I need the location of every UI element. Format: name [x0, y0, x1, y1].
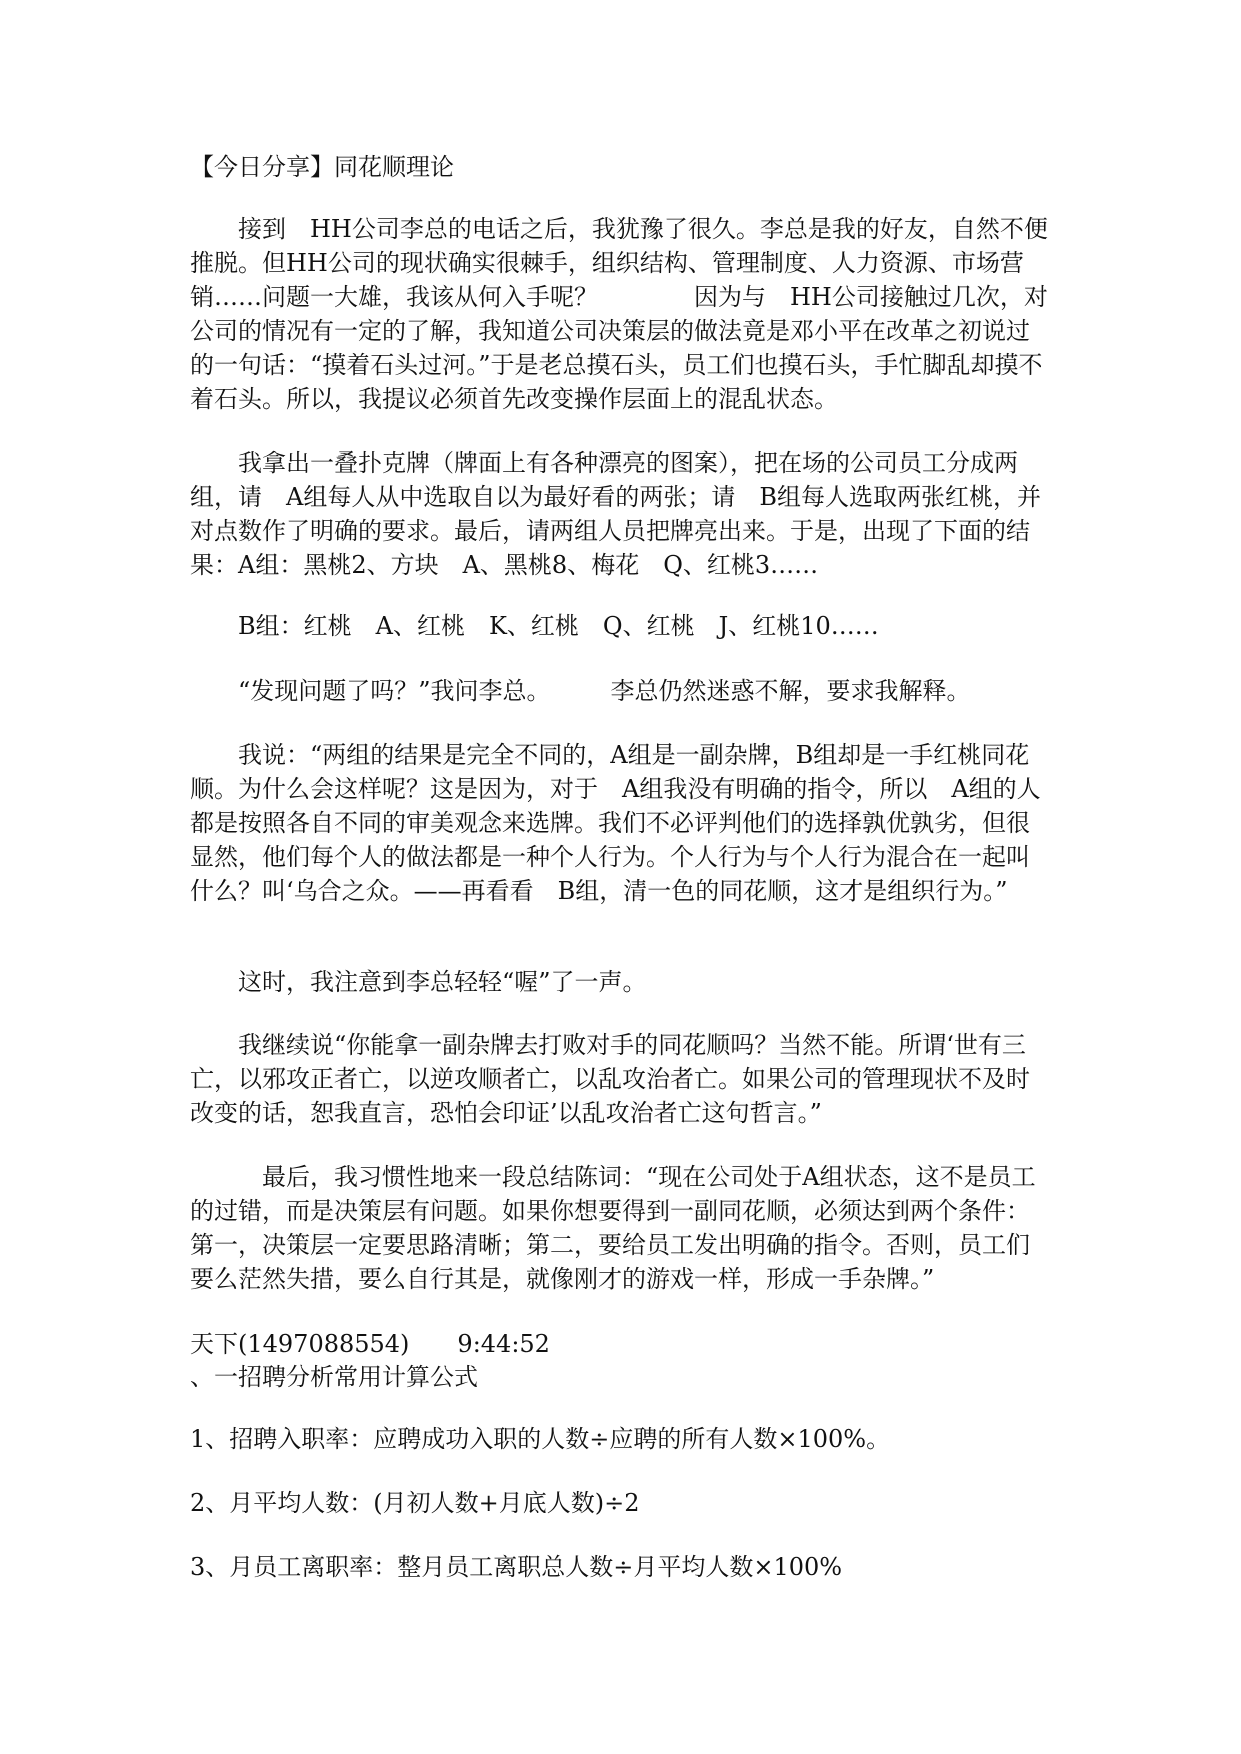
- formula-3: 3、月员工离职率：整月员工离职总人数÷月平均人数×100%: [190, 1553, 843, 1581]
- document-title: 【今日分享】同花顺理论: [190, 153, 454, 181]
- paragraph-2: 我拿出一叠扑克牌（牌面上有各种漂亮的图案），把在场的公司员工分成两组，请 A组每人从中选取自以为最好看的两张；请 B组每人选取两张红桃，并对点数作了明确的要求。最后，请两组人员把牌亮出来。于是，出现了下面的结果：A组：黑桃2、方块 A、黑桃8、梅花 Q、红桃3……: [190, 449, 1041, 579]
- section-heading: 、一招聘分析常用计算公式: [190, 1363, 478, 1391]
- paragraph-7: 我继续说“你能拿一副杂牌去打败对手的同花顺吗？当然不能。所谓‘世有三亡，以邪攻正者亡，以逆攻顺者亡，以乱攻治者亡。如果公司的管理现状不及时改变的话，恕我直言，恐怕会印证’以乱攻治者亡这句哲言。”: [190, 1031, 1030, 1127]
- paragraph-4: “发现问题了吗？”我问李总。 李总仍然迷惑不解，要求我解释。: [238, 677, 971, 705]
- formula-1: 1、招聘入职率：应聘成功入职的人数÷应聘的所有人数×100%。: [190, 1425, 891, 1453]
- paragraph-6: 这时，我注意到李总轻轻“喔”了一声。: [238, 968, 647, 996]
- paragraph-8: 最后，我习惯性地来一段总结陈词：“现在公司处于A组状态，这不是员工的过错，而是决策层有问题。如果你想要得到一副同花顺，必须达到两个条件：第一，决策层一定要思路清晰；第二，要给员工发出明确的指令。否则，员工们要么茫然失措，要么自行其是，就像刚才的游戏一样，形成一手杂牌。”: [190, 1163, 1036, 1293]
- paragraph-5: 我说：“两组的结果是完全不同的，A组是一副杂牌，B组却是一手红桃同花顺。为什么会这样呢？这是因为，对于 A组我没有明确的指令，所以 A组的人都是按照各自不同的审美观念来选牌。我们不必评判他们的选择孰优孰劣，但很显然，他们每个人的做法都是一种个人行为。个人行为与个人行为混合在一起叫什么？叫‘乌合之众。——再看看 B组，清一色的同花顺，这才是组织行为。”: [190, 741, 1041, 905]
- sender-line: 天下(1497088554) 9:44:52: [190, 1330, 550, 1358]
- paragraph-3: B组：红桃 A、红桃 K、红桃 Q、红桃 J、红桃10……: [238, 612, 879, 640]
- paragraph-1: 接到 HH公司李总的电话之后，我犹豫了很久。李总是我的好友，自然不便推脱。但HH公司的现状确实很棘手，组织结构、管理制度、人力资源、市场营销……问题一大雄，我该从何入手呢？ 因为与 HH公司接触过几次，对公司的情况有一定的了解，我知道公司决策层的做法竟是邓小平在改革之初说过的一句话：“摸着石头过河。”于是老总摸石头，员工们也摸石头，手忙脚乱却摸不着石头。所以，我提议必须首先改变操作层面上的混乱状态。: [190, 215, 1048, 413]
- formula-2: 2、月平均人数：(月初人数+月底人数)÷2: [190, 1489, 640, 1517]
